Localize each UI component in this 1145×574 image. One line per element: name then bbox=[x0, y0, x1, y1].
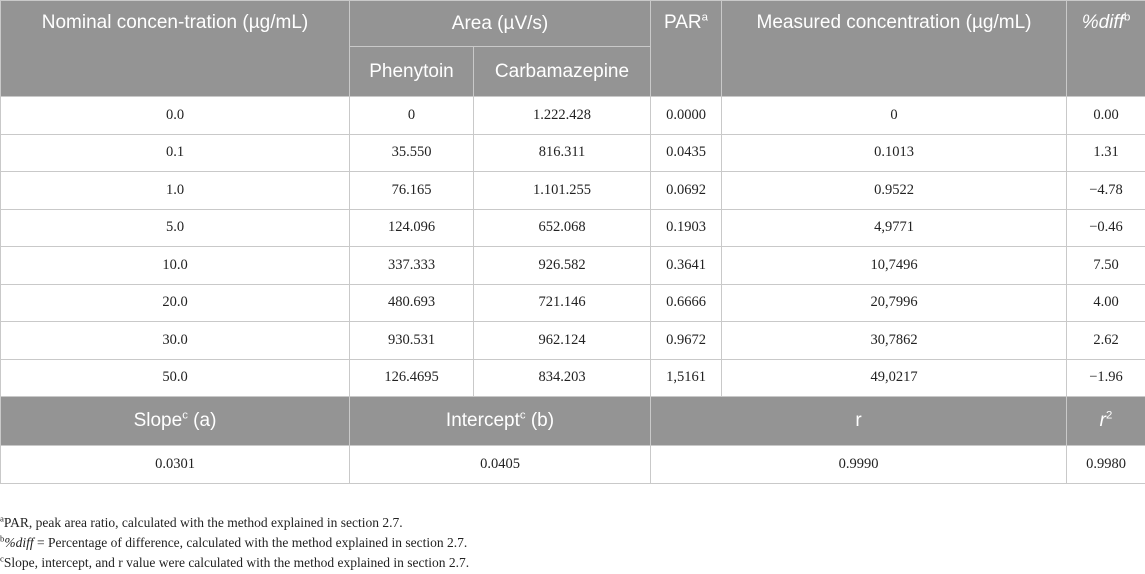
summary-values-row bbox=[1, 446, 1145, 484]
header-area: Area (µV/s) bbox=[350, 1, 651, 47]
cell-phenytoin: 0 bbox=[350, 97, 474, 135]
cell-carbamazepine: 926.582 bbox=[474, 247, 651, 285]
header-percent-diff-label: %diff bbox=[1081, 12, 1124, 33]
footnote-b bbox=[0, 533, 1145, 553]
intercept-suffix: (b) bbox=[525, 410, 555, 431]
cell-diff: −0.46 bbox=[1067, 209, 1145, 247]
header-row-1 bbox=[1, 1, 1145, 47]
header-percent-diff-footnote-mark: b bbox=[1123, 11, 1131, 24]
cell-nominal: 10.0 bbox=[1, 247, 350, 285]
table-row bbox=[1, 322, 1145, 360]
table-row bbox=[1, 284, 1145, 322]
cell-phenytoin: 124.096 bbox=[350, 209, 474, 247]
slope-label: Slope bbox=[133, 410, 183, 431]
header-percent-diff bbox=[1067, 1, 1145, 97]
cell-measured: 30,7862 bbox=[722, 322, 1067, 360]
footnote-b-mark: b bbox=[0, 533, 5, 544]
cell-carbamazepine: 962.124 bbox=[474, 322, 651, 360]
summary-header-row bbox=[1, 397, 1145, 446]
cell-diff: 1.31 bbox=[1067, 134, 1145, 172]
cell-nominal: 5.0 bbox=[1, 209, 350, 247]
footnote-b-term: %diff bbox=[4, 535, 34, 550]
header-par bbox=[651, 1, 722, 97]
cell-measured: 0.1013 bbox=[722, 134, 1067, 172]
table-row bbox=[1, 247, 1145, 285]
cell-carbamazepine: 1.222.428 bbox=[474, 97, 651, 135]
summary-r-value: 0.9990 bbox=[651, 446, 1067, 484]
cell-par: 0.0000 bbox=[651, 97, 722, 135]
footnote-c bbox=[0, 553, 1145, 573]
r-squared-exponent: 2 bbox=[1105, 409, 1113, 422]
cell-measured: 20,7996 bbox=[722, 284, 1067, 322]
cell-nominal: 1.0 bbox=[1, 172, 350, 210]
summary-header-slope bbox=[1, 397, 350, 446]
cell-carbamazepine: 721.146 bbox=[474, 284, 651, 322]
cell-par: 0.1903 bbox=[651, 209, 722, 247]
cell-measured: 10,7496 bbox=[722, 247, 1067, 285]
cell-diff: −4.78 bbox=[1067, 172, 1145, 210]
cell-par: 0.0435 bbox=[651, 134, 722, 172]
summary-header-r-squared bbox=[1067, 397, 1145, 446]
cell-par: 0.3641 bbox=[651, 247, 722, 285]
intercept-label: Intercept bbox=[445, 410, 520, 431]
cell-phenytoin: 35.550 bbox=[350, 134, 474, 172]
cell-diff: 4.00 bbox=[1067, 284, 1145, 322]
table-row bbox=[1, 97, 1145, 135]
cell-par: 1,5161 bbox=[651, 359, 722, 397]
cell-diff: 7.50 bbox=[1067, 247, 1145, 285]
header-nominal-concentration: Nominal concen-tration (µg/mL) bbox=[1, 1, 350, 97]
cell-nominal: 0.1 bbox=[1, 134, 350, 172]
footnote-c-text: Slope, intercept, and r value were calculated with the method explained in section 2.7. bbox=[3, 555, 470, 570]
slope-footnote-mark: c bbox=[182, 409, 188, 422]
cell-phenytoin: 337.333 bbox=[350, 247, 474, 285]
header-carbamazepine: Carbamazepine bbox=[474, 47, 651, 97]
table-row bbox=[1, 172, 1145, 210]
cell-diff: 2.62 bbox=[1067, 322, 1145, 360]
cell-carbamazepine: 1.101.255 bbox=[474, 172, 651, 210]
footnote-b-text: = Percentage of difference, calculated with the method explained in section 2.7. bbox=[33, 535, 468, 550]
cell-diff: 0.00 bbox=[1067, 97, 1145, 135]
cell-carbamazepine: 816.311 bbox=[474, 134, 651, 172]
header-par-label: PAR bbox=[663, 12, 702, 33]
table-row bbox=[1, 359, 1145, 397]
footnote-c-mark: c bbox=[0, 553, 4, 564]
footnote-a-mark: a bbox=[0, 513, 4, 524]
cell-par: 0.9672 bbox=[651, 322, 722, 360]
table-row bbox=[1, 134, 1145, 172]
cell-diff: −1.96 bbox=[1067, 359, 1145, 397]
cell-measured: 4,9771 bbox=[722, 209, 1067, 247]
cell-phenytoin: 480.693 bbox=[350, 284, 474, 322]
header-par-footnote-mark: a bbox=[701, 11, 708, 24]
summary-intercept-value: 0.0405 bbox=[350, 446, 651, 484]
footnote-a-text: PAR, peak area ratio, calculated with the method explained in section 2.7. bbox=[3, 515, 403, 530]
cell-carbamazepine: 834.203 bbox=[474, 359, 651, 397]
cell-nominal: 50.0 bbox=[1, 359, 350, 397]
cell-phenytoin: 76.165 bbox=[350, 172, 474, 210]
header-phenytoin: Phenytoin bbox=[350, 47, 474, 97]
summary-slope-value: 0.0301 bbox=[1, 446, 350, 484]
cell-par: 0.0692 bbox=[651, 172, 722, 210]
table-row bbox=[1, 209, 1145, 247]
footnote-a bbox=[0, 513, 1145, 533]
cell-phenytoin: 930.531 bbox=[350, 322, 474, 360]
slope-suffix: (a) bbox=[187, 410, 217, 431]
cell-nominal: 30.0 bbox=[1, 322, 350, 360]
cell-measured: 0.9522 bbox=[722, 172, 1067, 210]
cell-measured: 0 bbox=[722, 97, 1067, 135]
summary-r-squared-value: 0.9980 bbox=[1067, 446, 1145, 484]
cell-carbamazepine: 652.068 bbox=[474, 209, 651, 247]
cell-nominal: 20.0 bbox=[1, 284, 350, 322]
summary-header-intercept bbox=[350, 397, 651, 446]
cell-par: 0.6666 bbox=[651, 284, 722, 322]
cell-nominal: 0.0 bbox=[1, 97, 350, 135]
cell-measured: 49,0217 bbox=[722, 359, 1067, 397]
footnotes bbox=[0, 513, 1145, 573]
r-squared-label: r bbox=[1099, 410, 1106, 431]
intercept-footnote-mark: c bbox=[519, 409, 526, 422]
header-measured-concentration: Measured concentration (µg/mL) bbox=[722, 1, 1067, 97]
cell-phenytoin: 126.4695 bbox=[350, 359, 474, 397]
summary-header-r: r bbox=[651, 397, 1067, 446]
